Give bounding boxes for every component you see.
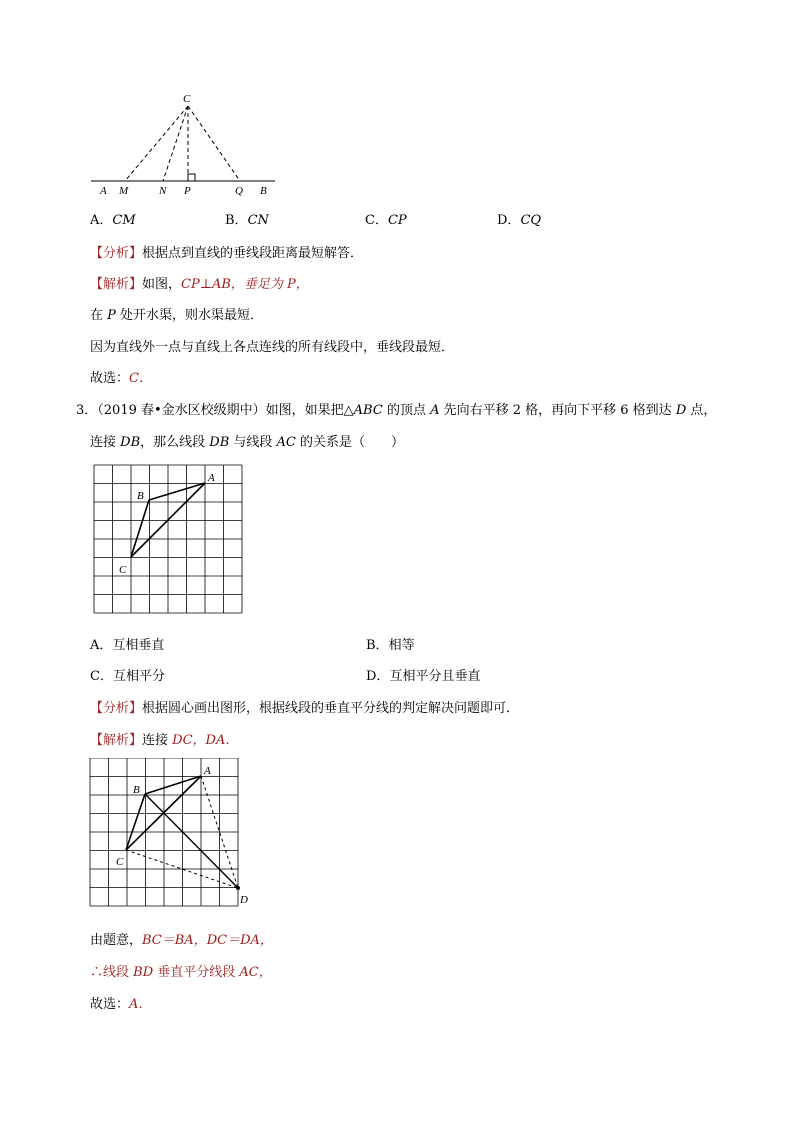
grid-lines — [90, 758, 238, 906]
right-angle-mark — [188, 174, 195, 181]
q3-stem-line1: 3．（2019 春•金水区校级期中）如图，如果把△ABC 的顶点 A 先向右平移 2 格，再向下平移 6 格到达 D 点， — [76, 403, 717, 418]
label-n: N — [159, 185, 167, 197]
label-b: B — [137, 490, 144, 502]
figure-grid-triangle — [90, 463, 250, 623]
q2-option-c: C．CP — [365, 213, 407, 228]
segment-cn — [163, 106, 188, 181]
figure-perpendicular-line — [85, 88, 285, 198]
q2-solution-line1: 【解析】如图，CP⊥AB，垂足为 P， — [90, 277, 309, 292]
q3-solution: 【解析】连接 DC，DA． — [90, 733, 239, 748]
figure-grid-solution — [88, 758, 258, 918]
q3-option-c: C．互相平分 — [90, 669, 165, 684]
label-m: M — [119, 185, 129, 197]
q2-analysis: 【分析】根据点到直线的垂线段距离最短解答． — [90, 246, 364, 261]
q3-answer: 故选：A． — [90, 997, 152, 1012]
q2-option-d: D．CQ — [497, 213, 542, 228]
label-a: A — [100, 185, 107, 197]
q3-option-d: D．互相平分且垂直 — [366, 669, 481, 684]
q3-conclusion-line1: 由题意，BC＝BA，DC＝DA， — [90, 933, 273, 948]
grid-lines — [94, 465, 242, 613]
label-p: P — [184, 185, 191, 197]
q2-solution-line3: 因为直线外一点与直线上各点连线的所有线段中，垂线段最短． — [90, 340, 455, 355]
q2-solution-line2: 在 P 处开水渠，则水渠最短． — [90, 308, 264, 323]
q3-conclusion-line2: ∴线段 BD 垂直平分线段 AC， — [90, 965, 272, 980]
label-a: A — [208, 472, 215, 484]
label-c: C — [119, 564, 127, 576]
label-d: D — [240, 894, 248, 906]
label-a: A — [204, 765, 211, 777]
segment-cq — [188, 106, 240, 181]
q2-option-b: B．CN — [225, 213, 269, 228]
q3-analysis: 【分析】根据圆心画出图形，根据线段的垂直平分线的判定解决问题即可． — [90, 701, 520, 716]
q2-answer: 故选：C． — [90, 371, 152, 386]
q3-stem-line2: 连接 DB，那么线段 DB 与线段 AC 的关系是（ ） — [90, 435, 404, 450]
point-d — [236, 886, 240, 890]
segment-bd — [145, 794, 238, 888]
segment-cm — [125, 106, 188, 181]
q3-option-a: A．互相垂直 — [90, 638, 165, 653]
label-c: C — [116, 856, 124, 868]
label-q: Q — [235, 185, 243, 197]
label-b: B — [133, 784, 140, 796]
label-b: B — [260, 185, 267, 197]
q3-option-b: B．相等 — [366, 638, 415, 653]
q2-option-a: A．CM — [90, 213, 136, 228]
label-c: C — [183, 93, 191, 105]
